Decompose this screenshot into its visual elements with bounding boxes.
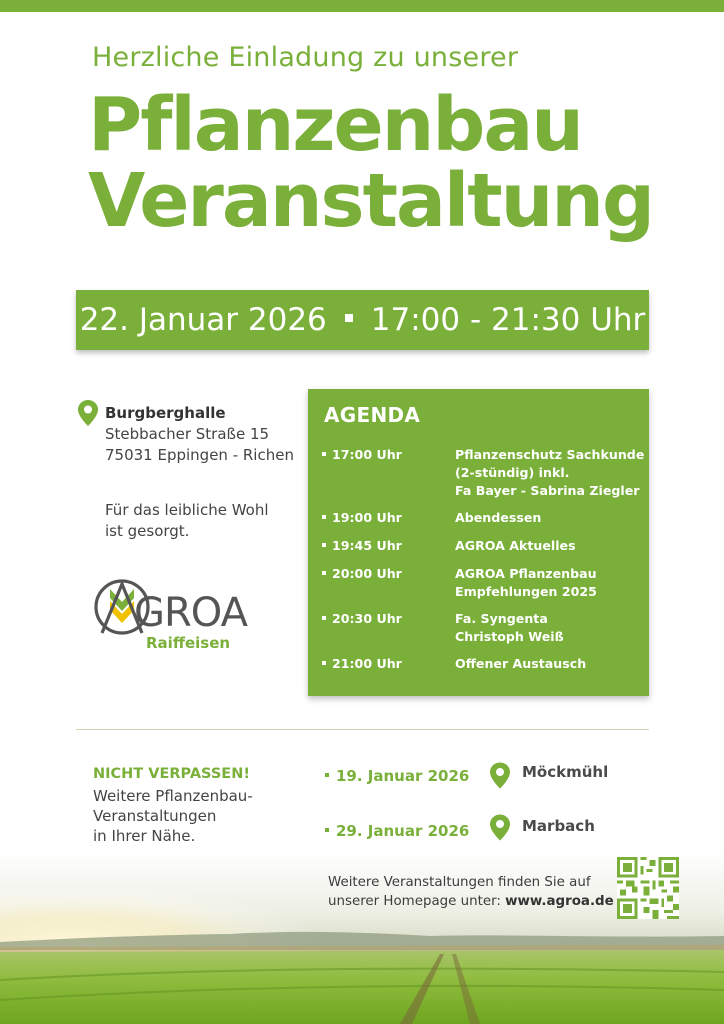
svg-text:GROA: GROA — [134, 590, 247, 636]
location-pin-icon — [490, 762, 510, 789]
agenda-description: Offener Austausch — [455, 656, 587, 671]
logo-subtitle: Raiffeisen — [146, 634, 231, 652]
agenda-time: 20:30 Uhr — [322, 610, 402, 628]
catering-line1: Für das leibliche Wohl — [105, 501, 269, 519]
agenda-description: AGROA Aktuelles — [455, 538, 576, 553]
bullet-separator — [345, 314, 353, 322]
venue-city: 75031 Eppingen - Richen — [105, 446, 294, 464]
event-date: 22. Januar 2026 — [79, 302, 327, 338]
other-event-date: 19. Januar 2026 — [325, 767, 469, 785]
date-time-banner — [76, 290, 649, 350]
qr-code-icon[interactable] — [617, 857, 679, 919]
agenda-time: 19:45 Uhr — [322, 537, 402, 555]
venue-street: Stebbacher Straße 15 — [105, 425, 270, 443]
location-pin-icon — [78, 400, 98, 426]
agenda-title: AGENDA — [324, 403, 421, 427]
catering-note — [105, 500, 269, 542]
agenda-time: 20:00 Uhr — [322, 565, 402, 583]
catering-line2: ist gesorgt. — [105, 522, 190, 540]
top-accent-bar — [0, 0, 724, 12]
other-event-city: Marbach — [522, 817, 595, 835]
agenda-description: Abendessen — [455, 510, 542, 525]
event-title-line2: Veranstaltung — [88, 158, 653, 244]
homepage-note — [328, 873, 614, 911]
homepage-line1: Weitere Veranstaltungen finden Sie auf — [328, 875, 591, 890]
agenda-description: Pflanzenschutz Sachkunde (2-stündig) inkl. Fa Bayer - Sabrina Ziegler — [455, 447, 645, 498]
invitation-subtitle: Herzliche Einladung zu unserer — [92, 42, 519, 73]
event-title-line1: Pflanzenbau — [88, 82, 582, 168]
venue-name: Burgberghalle — [105, 404, 226, 422]
agenda-description: AGROA Pflanzenbau Empfehlungen 2025 — [455, 566, 597, 599]
agenda-time: 19:00 Uhr — [322, 509, 402, 527]
agenda-time: 17:00 Uhr — [322, 446, 402, 464]
more-events-text: Weitere Pflanzenbau- Veranstaltungen in Ihrer Nähe. — [93, 787, 253, 845]
event-time: 17:00 - 21:30 Uhr — [370, 302, 646, 338]
other-event-city: Möckmühl — [522, 763, 609, 781]
location-pin-icon — [490, 814, 510, 841]
agenda-time: 21:00 Uhr — [322, 655, 402, 673]
homepage-link[interactable]: www.agroa.de — [505, 894, 614, 909]
venue-address — [105, 403, 294, 466]
section-divider — [76, 729, 649, 730]
other-event-date: 29. Januar 2026 — [325, 822, 469, 840]
agenda-panel — [308, 389, 649, 696]
agenda-description: Fa. Syngenta Christoph Weiß — [455, 611, 564, 644]
more-events-heading: NICHT VERPASSEN! — [93, 766, 250, 782]
homepage-line2: unserer Homepage unter: www.agroa.de — [328, 894, 614, 909]
